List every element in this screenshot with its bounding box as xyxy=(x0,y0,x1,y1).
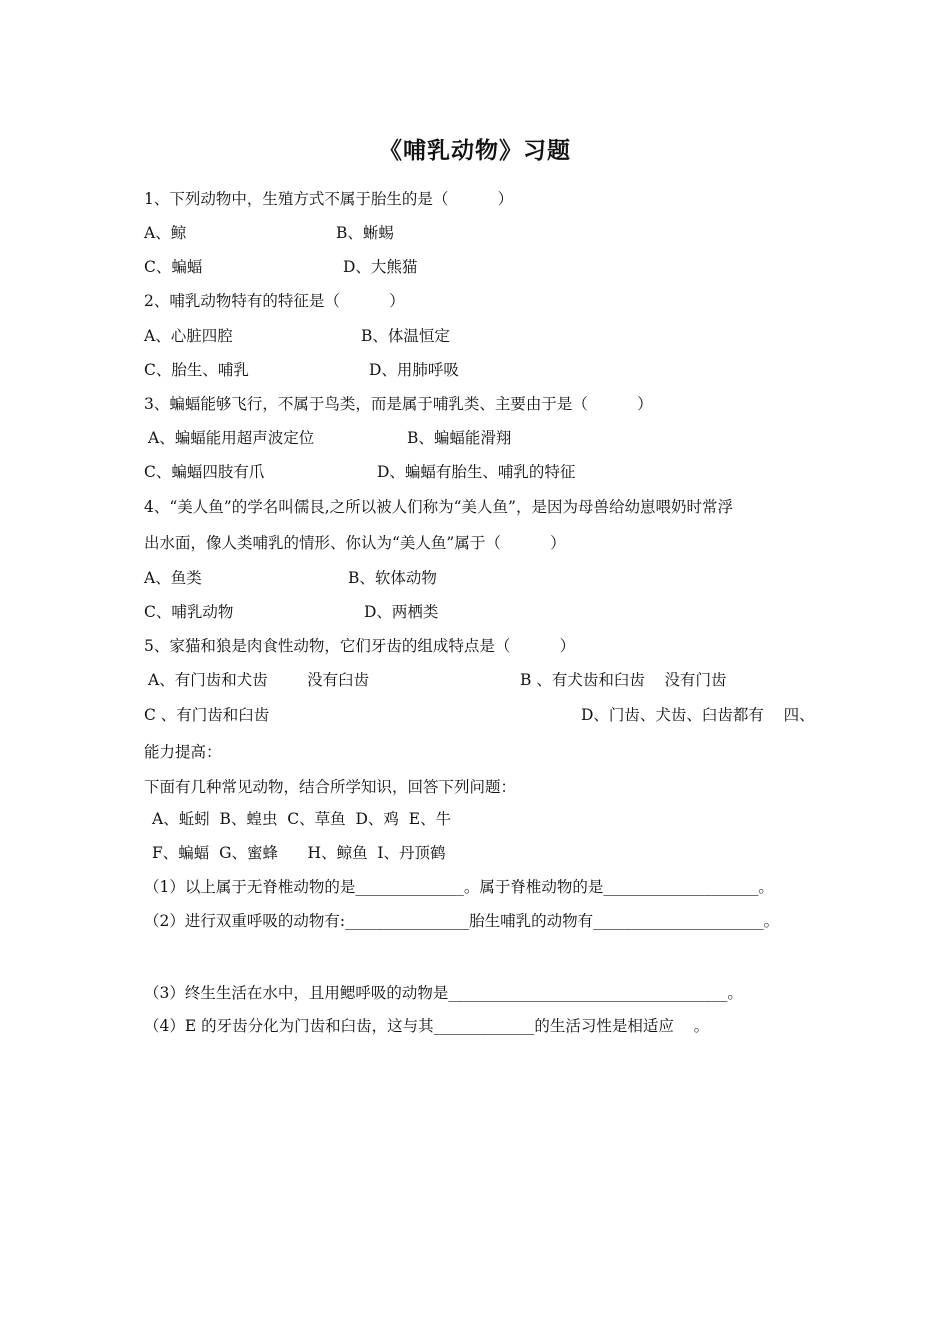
question-5-option-b: B 、有犬齿和臼齿 没有门齿 xyxy=(520,671,727,689)
fill-question-3: （3）终生生活在水中，且用鳃呼吸的动物是____________________________________。 xyxy=(144,984,743,1002)
question-2-stem: 2、哺乳动物特有的特征是（ ） xyxy=(144,292,405,310)
question-5-stem: 5、家猫和狼是肉食性动物，它们牙齿的组成特点是（ ） xyxy=(144,637,576,655)
question-4-option-c: C、哺乳动物 xyxy=(144,603,234,621)
fill-question-1: （1）以上属于无脊椎动物的是______________。属于脊椎动物的是____________________。 xyxy=(144,878,774,896)
question-5-option-d: D、门齿、犬齿、臼齿都有 四、 xyxy=(581,706,815,724)
document-title: 《哺乳动物》习题 xyxy=(379,137,571,164)
question-3-option-c: C、蝙蝠四肢有爪 xyxy=(144,463,265,481)
question-4-stem-line-2: 出水面，像人类哺乳的情形、你认为“美人鱼”属于（ ） xyxy=(144,534,566,552)
question-3-option-b: B、蝙蝠能滑翔 xyxy=(407,429,512,447)
question-5-option-a: A、有门齿和犬齿 没有臼齿 xyxy=(148,671,370,689)
question-2-option-c: C、胎生、哺乳 xyxy=(144,361,249,379)
question-2-option-d: D、用肺呼吸 xyxy=(369,361,459,379)
question-1-stem: 1、下列动物中，生殖方式不属于胎生的是（ ） xyxy=(144,190,514,208)
question-4-option-d: D、两栖类 xyxy=(364,603,439,621)
animals-list-line-1: A、蚯蚓 B、蝗虫 C、草鱼 D、鸡 E、牛 xyxy=(152,810,452,828)
question-2-option-a: A、心脏四腔 xyxy=(144,327,233,345)
question-3-option-a: A、蝙蝠能用超声波定位 xyxy=(148,429,315,447)
fill-question-2: （2）进行双重呼吸的动物有:________________胎生哺乳的动物有______________________。 xyxy=(144,912,780,930)
question-4-option-a: A、鱼类 xyxy=(144,569,202,587)
question-3-option-d: D、蝙蝠有胎生、哺乳的特征 xyxy=(377,463,576,481)
question-1-option-b: B、蜥蜴 xyxy=(336,224,394,242)
section-intro: 下面有几种常见动物，结合所学知识，回答下列问题： xyxy=(144,778,517,796)
question-2-option-b: B、体温恒定 xyxy=(361,327,450,345)
question-5-option-c: C 、有门齿和臼齿 xyxy=(144,706,270,724)
question-1-option-c: C、蝙蝠 xyxy=(144,258,203,276)
question-4-stem-line-1: 4、“美人鱼”的学名叫儒艮,之所以被人们称为“美人鱼”，是因为母兽给幼崽喂奶时常浮 xyxy=(144,498,733,516)
section-heading: 能力提高： xyxy=(144,743,222,761)
animals-list-line-2: F、蝙蝠 G、蜜蜂 H、鲸鱼 I、丹顶鹤 xyxy=(152,844,446,862)
question-1-option-d: D、大熊猫 xyxy=(343,258,418,276)
question-3-stem: 3、蝙蝠能够飞行，不属于鸟类，而是属于哺乳类、主要由于是（ ） xyxy=(144,395,653,413)
question-4-option-b: B、软体动物 xyxy=(348,569,437,587)
question-1-option-a: A、鲸 xyxy=(144,224,187,242)
fill-question-4: （4）E 的牙齿分化为门齿和臼齿，这与其_____________的生活习性是相适应 。 xyxy=(144,1017,710,1035)
